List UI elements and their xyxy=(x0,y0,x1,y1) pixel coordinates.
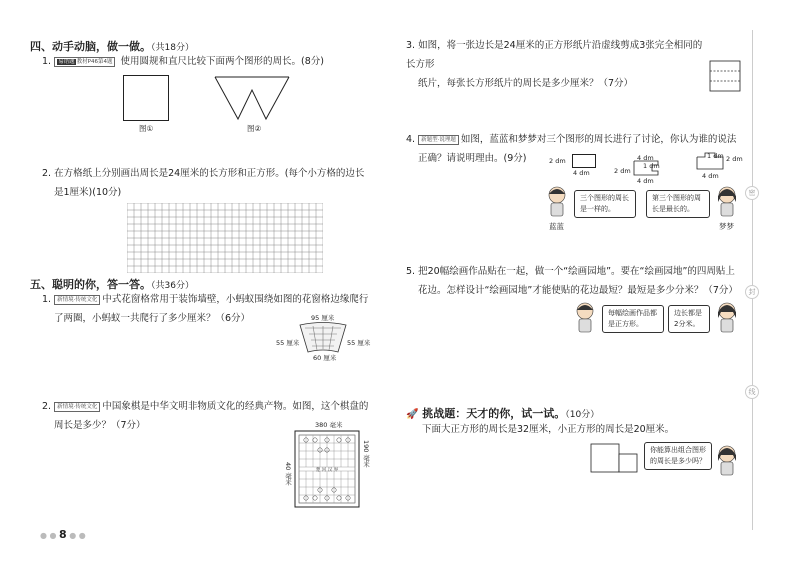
speech-bubble-right: 边长都是2分米。 xyxy=(668,305,710,333)
challenge-score: （10分） xyxy=(565,410,600,420)
chessboard-dim-right: 190 毫米 xyxy=(362,440,370,468)
section-5-score: （共36分） xyxy=(151,281,194,291)
lattice-dim-bottom: 60 厘米 xyxy=(313,354,337,362)
question-number: 2. xyxy=(42,168,52,179)
margin-label-3: 线 xyxy=(745,385,759,399)
question-4-2 xyxy=(42,164,382,202)
question-number: 4. xyxy=(406,134,416,145)
lattice-dim-right: 55 厘米 xyxy=(347,339,371,347)
question-text-line2: 了两圈，小蚂蚁一共爬行了多少厘米？（6分） xyxy=(54,313,251,324)
challenge-text: 下面大正方形的周长是32厘米，小正方形的周长是20厘米。 xyxy=(422,424,675,435)
figure-2-shape xyxy=(214,76,290,121)
cut-square-figure xyxy=(709,60,741,92)
question-5 xyxy=(406,262,746,300)
rocket-icon: 🚀 xyxy=(406,409,419,420)
question-text: 使用圆规和直尺比较下面两个图形的周长。(8分) xyxy=(120,56,324,67)
kid-lanlan-name: 蓝蓝 xyxy=(549,222,564,231)
speech-bubble-mengmeng: 第三个图形的周长是最长的。 xyxy=(646,190,710,218)
section-4-score: （共18分） xyxy=(151,43,194,53)
figure-1-caption: 图① xyxy=(139,124,154,133)
question-number: 2. xyxy=(42,401,52,412)
page-number: 8 xyxy=(59,528,67,541)
question-tag: 新情境·传统文化 xyxy=(54,295,100,305)
question-number: 3. xyxy=(406,40,416,51)
question-text-line2: 纸片，每张长方形纸片的周长是多少厘米？（7分） xyxy=(418,78,634,89)
challenge-title: 挑战题：天才的你，试一试。 xyxy=(422,407,566,420)
chessboard-dim-top: 380 毫米 xyxy=(315,421,343,429)
challenge-speech-bubble: 你能算出组合图形的周长是多少吗？ xyxy=(644,442,712,470)
shape-c-notched xyxy=(696,152,726,170)
shape-a-height: 2 dm xyxy=(549,157,566,165)
question-4-1 xyxy=(42,52,324,71)
kid-mengmeng-illustration xyxy=(716,186,738,220)
kid-mengmeng-name: 梦梦 xyxy=(719,222,734,231)
question-text-line2: 周长是多少？（7分） xyxy=(54,420,146,431)
shape-b-bottom-width: 4 dm xyxy=(637,177,654,185)
question-number: 1. xyxy=(42,294,52,305)
question-number: 5. xyxy=(406,266,416,277)
question-text-line1: 如图，将一张边长是24厘米的正方形纸片沿虚线剪成3张完全相同的长方形 xyxy=(406,40,703,70)
question-text-line1: 把20幅绘画作品贴在一起，做一个“绘画园地”。要在“绘画园地”的四周贴上 xyxy=(418,266,735,277)
kid-left-illustration xyxy=(574,302,596,336)
question-tag: 新题型·说理题 xyxy=(418,135,459,145)
chessboard-dim-left: 40 毫米 xyxy=(284,462,292,486)
section-5-title: 五、聪明的你，答一答。 xyxy=(30,278,151,291)
window-lattice-figure xyxy=(299,322,347,354)
section-4-title: 四、动手动脑，做一做。 xyxy=(30,40,151,53)
question-text-line1: 在方格纸上分别画出周长是24厘米的长方形和正方形。(每个小方格的边长 xyxy=(54,168,365,179)
lattice-dim-top: 95 厘米 xyxy=(311,314,335,322)
shape-c-height: 2 dm xyxy=(726,155,743,163)
question-number: 1. xyxy=(42,56,52,67)
grid-paper xyxy=(127,203,323,273)
chessboard-figure xyxy=(294,430,360,508)
question-text-line2: 正确？请说明理由。(9分) xyxy=(418,153,527,164)
question-text-line2: 花边。怎样设计“绘画园地”才能使贴的花边最短？最短是多少分米？（7分） xyxy=(418,285,738,296)
shape-b-notch: 1 dm xyxy=(643,162,660,170)
page-number-area: ● ● 8 ● ● xyxy=(40,528,86,541)
kid-challenge-illustration xyxy=(716,445,738,479)
shape-b-height: 2 dm xyxy=(614,167,631,175)
combined-squares-figure xyxy=(590,443,638,473)
lattice-dim-left: 55 厘米 xyxy=(276,339,300,347)
question-text-line2: 是1厘米)(10分) xyxy=(54,187,122,198)
question-text-line1: 中式花窗格常用于装饰墙壁，小蚂蚁围绕如图的花窗格边缘爬行 xyxy=(102,294,369,305)
shape-c-width: 4 dm xyxy=(702,172,719,180)
margin-label-1: 密 xyxy=(745,186,759,200)
speech-bubble-left: 每幅绘画作品都是正方形。 xyxy=(602,305,664,333)
binding-margin-line xyxy=(752,30,753,530)
question-3 xyxy=(406,36,706,93)
speech-bubble-lanlan: 三个图形的周长是一样的。 xyxy=(574,190,636,218)
shape-b-top-width: 4 dm xyxy=(637,154,654,162)
figure-2-caption: 图② xyxy=(247,124,262,133)
challenge-heading xyxy=(406,405,599,421)
question-text-line1: 中国象棋是中华文明非物质文化的经典产物。如图，这个棋盘的 xyxy=(102,401,369,412)
kid-right-illustration xyxy=(716,302,738,336)
chessboard-river-text: 楚 河 汉 界 xyxy=(315,468,339,473)
margin-label-2: 封 xyxy=(745,285,759,299)
question-tag: 易错题 教材P46第4题 xyxy=(54,57,115,67)
kid-lanlan-illustration xyxy=(546,186,568,220)
question-tag: 新情境·传统文化 xyxy=(54,402,100,412)
shape-a-width: 4 dm xyxy=(573,169,590,177)
shape-c-notch: 1 dm xyxy=(707,152,724,160)
figure-1-square xyxy=(123,75,169,121)
shape-a-rectangle xyxy=(572,154,596,168)
question-text-line1: 如图，蓝蓝和梦梦对三个图形的周长进行了讨论，你认为谁的说法 xyxy=(460,134,737,145)
